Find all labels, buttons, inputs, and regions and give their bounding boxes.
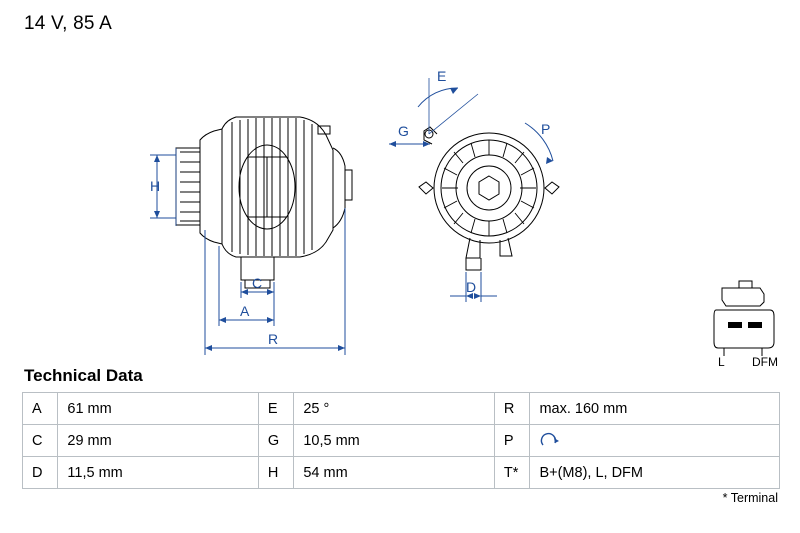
side-view-drawing [150,117,352,355]
label-h: H [150,178,161,194]
row-value-p [530,425,780,457]
row-key-t: T* [494,457,530,489]
connector-label-dfm: DFM [752,355,778,369]
connector-drawing [714,281,774,356]
row-value-d: 11,5 mm [58,457,259,489]
row-key-a: A [23,393,58,425]
technical-data-table [22,392,780,489]
rotation-direction-icon [539,432,779,450]
row-value-h: 54 mm [294,457,495,489]
alternator-drawings [0,30,800,369]
connector-label-l: L [718,355,725,369]
label-r: R [268,331,279,347]
row-key-c: C [23,425,58,457]
row-value-a: 61 mm [58,393,259,425]
table-row [23,393,780,425]
row-value-t: B+(M8), L, DFM [530,457,780,489]
table-footnote: * Terminal [722,491,778,505]
label-c: C [252,275,263,291]
technical-drawing-svg [0,30,800,369]
label-e: E [437,68,447,84]
label-d: D [466,279,477,295]
page-title: 14 V, 85 A [24,13,112,34]
connector-terminal-labels [718,355,778,369]
dimension-labels [150,68,550,347]
row-value-r: max. 160 mm [530,393,780,425]
row-value-e: 25 ° [294,393,495,425]
row-key-g: G [258,425,293,457]
row-key-r: R [494,393,530,425]
front-view-drawing [389,78,559,302]
row-key-p: P [494,425,530,457]
label-p: P [541,121,551,137]
label-a: A [240,303,250,319]
label-g: G [398,123,409,139]
technical-data-heading: Technical Data [24,366,143,385]
row-value-g: 10,5 mm [294,425,495,457]
row-key-d: D [23,457,58,489]
table-row [23,457,780,489]
row-key-e: E [258,393,293,425]
row-value-c: 29 mm [58,425,259,457]
row-key-h: H [258,457,293,489]
table-row [23,425,780,457]
